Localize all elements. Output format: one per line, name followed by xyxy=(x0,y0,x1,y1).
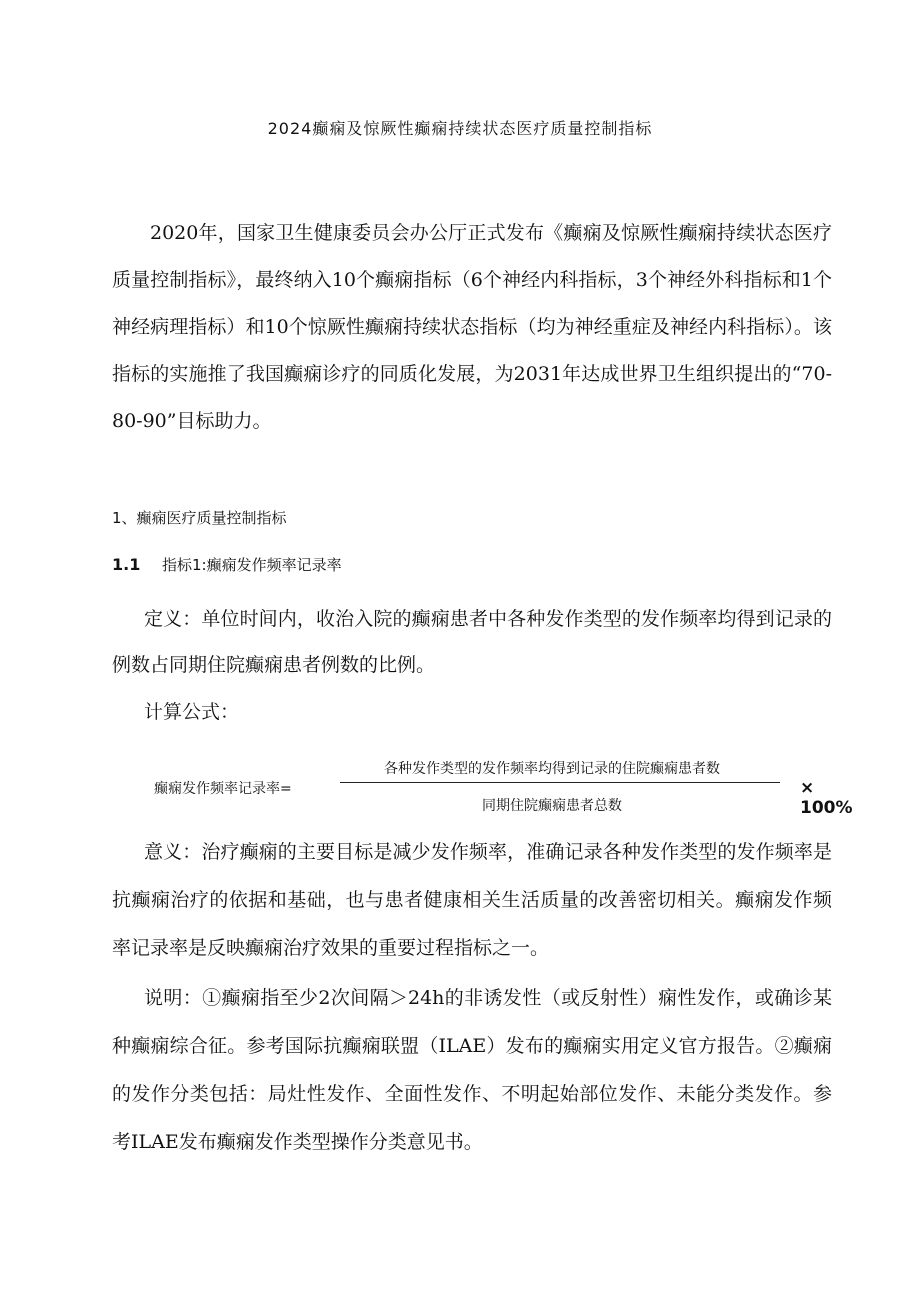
meaning-paragraph: 意义：治疗癫痫的主要目标是减少发作频率，准确记录各种发作类型的发作频率是抗癫痫治疗的依据和基础，也与患者健康相关生活质量的改善密切相关。癫痫发作频率记录率是反映癫痫治疗效果的重要过程指标之一。 xyxy=(112,841,832,959)
subsection-title: 指标1:癫痫发作频率记录率 xyxy=(162,556,342,574)
formula xyxy=(112,750,872,820)
subsection-heading xyxy=(112,554,342,575)
section-heading: 1、癫痫医疗质量控制指标 xyxy=(112,509,287,527)
definition-paragraph: 定义：单位时间内，收治入院的癫痫患者中各种发作类型的发作频率均得到记录的例数占同期住院癫痫患者例数的比例。 xyxy=(112,608,832,676)
calc-label: 计算公式： xyxy=(144,701,240,723)
formula-lhs: 癫痫发作频率记录率= xyxy=(154,781,292,797)
subsection-number: 1.1 xyxy=(112,555,141,574)
note-paragraph: 说明：①癫痫指至少2次间隔＞24h的非诱发性（或反射性）痫性发作，或确诊某种癫痫综合征。参考国际抗癫痫联盟（ILAE）发布的癫痫实用定义官方报告。②癫痫的发作分类包括：局灶性发作、全面性发作、不明起始部位发作、未能分类发作。参考ILAE发布癫痫发作类型操作分类意见书。 xyxy=(112,987,832,1153)
formula-denominator: 同期住院癫痫患者总数 xyxy=(482,798,622,814)
fraction-bar xyxy=(340,782,780,783)
formula-multiplier: × 100% xyxy=(800,778,853,818)
intro-paragraph: 2020年，国家卫生健康委员会办公厅正式发布《癫痫及惊厥性癫痫持续状态医疗质量控制指标》，最终纳入10个癫痫指标（6个神经内科指标，3个神经外科指标和1个神经病理指标）和10个惊厥性癫痫持续状态指标（均为神经重症及神经内科指标）。该指标的实施推了我国癫痫诊疗的同质化发展，为2031年达成世界卫生组织提出的“70-80-90”目标助力。 xyxy=(112,222,832,432)
formula-numerator: 各种发作类型的发作频率均得到记录的住院癫痫患者数 xyxy=(384,761,720,777)
document-title: 2024癫痫及惊厥性癫痫持续状态医疗质量控制指标 xyxy=(267,119,653,138)
